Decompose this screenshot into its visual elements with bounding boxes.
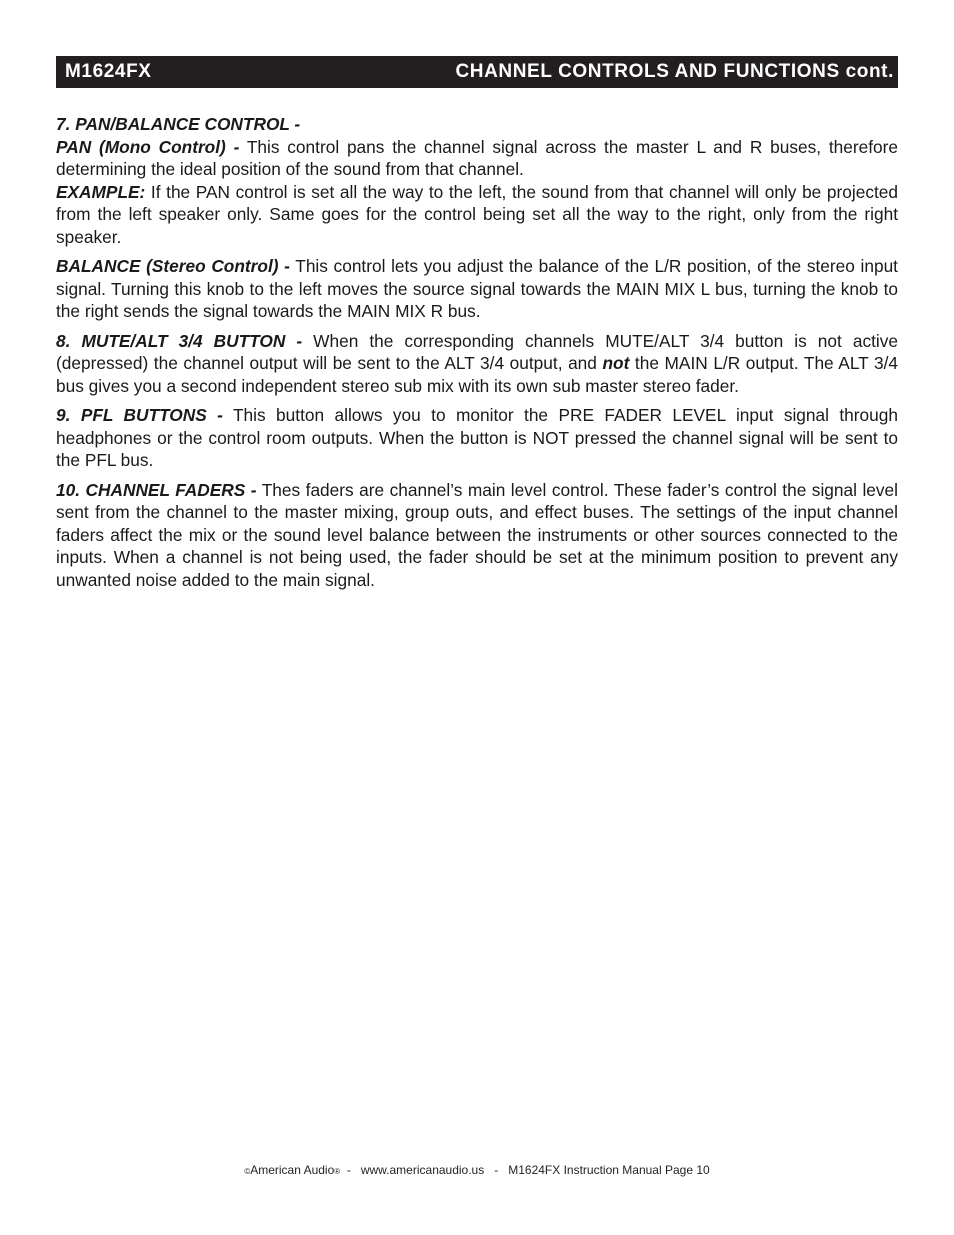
pan-paragraph bbox=[56, 136, 898, 181]
mute-paragraph bbox=[56, 330, 898, 398]
balance-label: BALANCE (Stereo Control) - bbox=[56, 256, 290, 276]
pan-balance-heading-text: 7. PAN/BALANCE CONTROL - bbox=[56, 114, 301, 134]
faders-heading: 10. CHANNEL FADERS - bbox=[56, 479, 257, 500]
balance-text: This control lets you adjust the balance of the L/R position, of the stereo input signal. Turning this knob to the left moves the source signal towards the MAIN MIX L bus, turning the knob to the right sends the signal towards the MAIN MIX R bus. bbox=[56, 256, 898, 321]
faders-text: Thes faders are channel’s main level control. These fader’s control the signal level sent from the channel to the master mixing, group outs, and effect buses. The settings of the input channel faders affect the mix or the sound level balance between the instruments or other sources connected to the inputs. When a channel is not being used, the fader should be set at the minimum position to prevent any unwanted noise added to the main signal. bbox=[56, 479, 899, 590]
balance-paragraph bbox=[56, 255, 898, 323]
section-title: CHANNEL CONTROLS AND FUNCTIONS cont. bbox=[455, 61, 894, 82]
pfl-heading: 9. PFL BUTTONS - bbox=[56, 405, 223, 425]
pan-balance-heading bbox=[56, 113, 898, 136]
example-text: If the PAN control is set all the way to the left, the sound from that channel will only be projected from the left speaker only. Same goes for the control being set all the way to the right, only from the right speaker. bbox=[56, 181, 898, 247]
model-name: M1624FX bbox=[65, 61, 152, 82]
pan-text: This control pans the channel signal across the master L and R buses, therefore determining the ideal position of the sound from that channel. bbox=[56, 136, 898, 179]
footer-brand: American Audio bbox=[250, 1163, 335, 1177]
example-label: EXAMPLE: bbox=[56, 181, 146, 202]
pan-label: PAN (Mono Control) - bbox=[56, 136, 240, 157]
example-paragraph bbox=[56, 181, 898, 249]
page-header bbox=[56, 56, 898, 88]
mute-emphasis: not bbox=[602, 353, 630, 373]
pfl-text: This button allows you to monitor the PRE FADER LEVEL input signal through headphones or the control room outputs. When the button is NOT pressed the channel signal will be sent to the PFL bus. bbox=[56, 405, 898, 470]
page-content bbox=[56, 113, 898, 598]
mute-heading: 8. MUTE/ALT 3/4 BUTTON - bbox=[56, 330, 303, 351]
page-footer bbox=[0, 1163, 954, 1177]
pfl-paragraph bbox=[56, 404, 898, 472]
mute-text-1: When the corresponding channels MUTE/ALT 3/4 button is not active (depressed) the channel output will be sent to the ALT 3/4 output, and bbox=[56, 330, 898, 373]
registered-symbol: ® bbox=[334, 1167, 341, 1176]
copyright-symbol: © bbox=[244, 1167, 251, 1176]
faders-paragraph bbox=[56, 479, 898, 592]
mute-text-2: the MAIN L/R output. The ALT 3/4 bus gives you a second independent stereo sub mix with its own sub master stereo fader. bbox=[56, 353, 898, 396]
footer-text: - www.americanaudio.us - M1624FX Instruction Manual Page 10 bbox=[340, 1163, 710, 1177]
